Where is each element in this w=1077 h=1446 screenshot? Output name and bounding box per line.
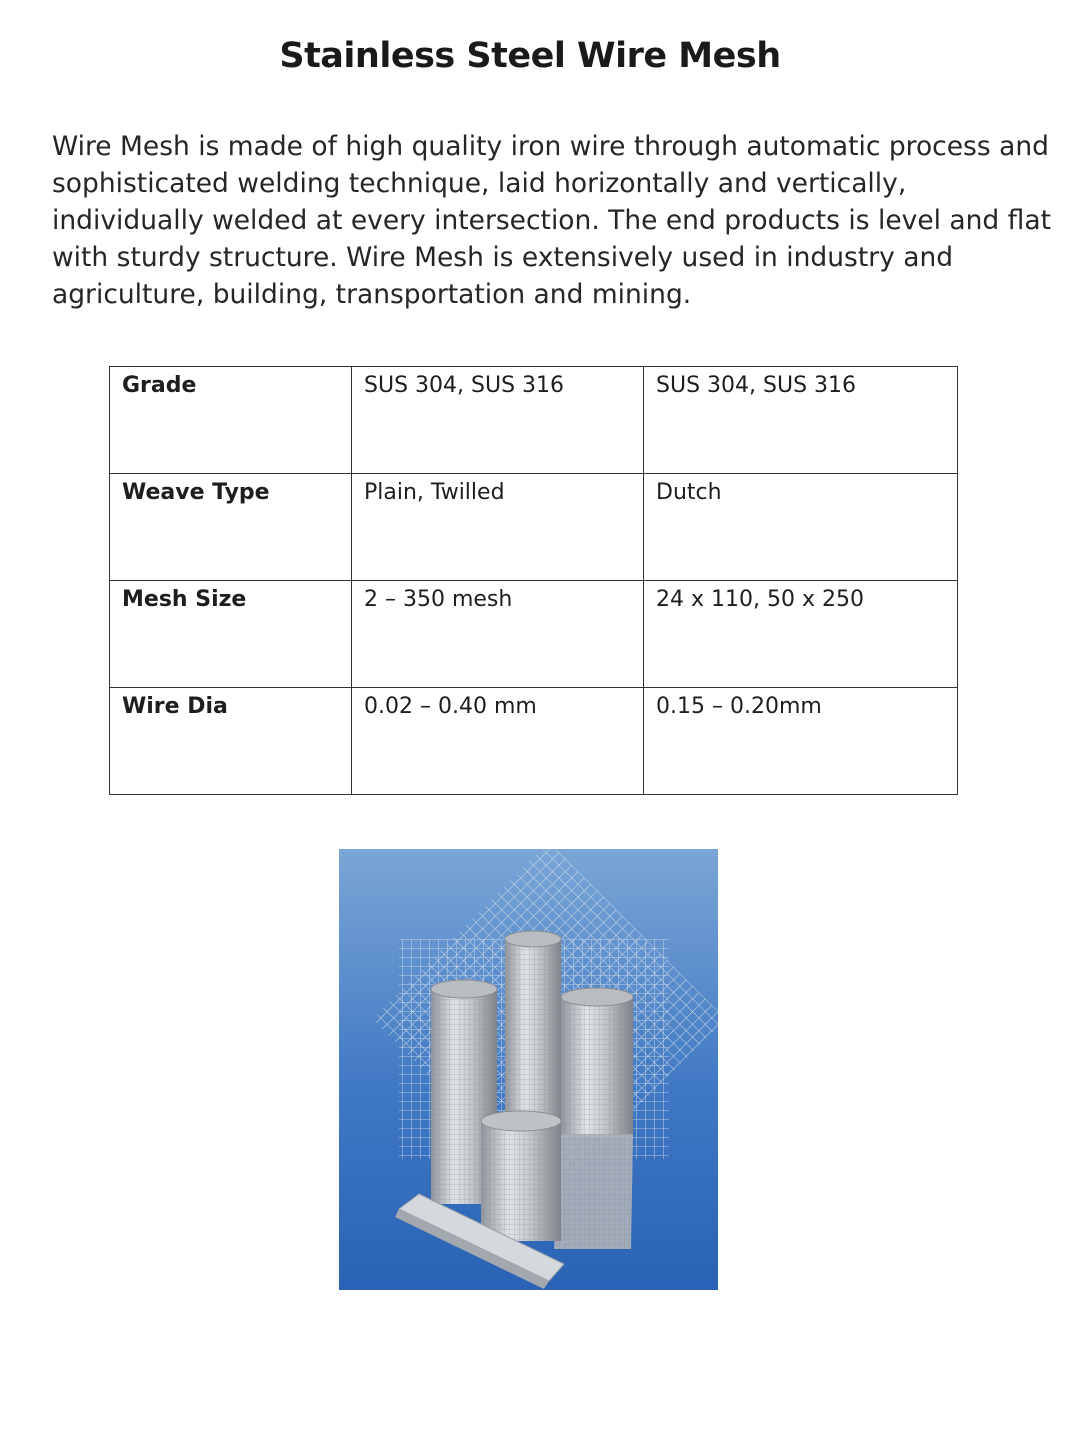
table-row — [110, 688, 958, 795]
table-cell: Plain, Twilled — [352, 474, 644, 581]
row-label: Mesh Size — [110, 581, 352, 688]
row-label: Weave Type — [110, 474, 352, 581]
table-cell: SUS 304, SUS 316 — [644, 367, 958, 474]
intro-line: individually welded at every intersection. The end products is level and flat — [52, 205, 1052, 236]
intro-line: agriculture, building, transportation and mining. — [52, 279, 692, 310]
intro-line: Wire Mesh is made of high quality iron wire through automatic process and — [52, 131, 1049, 162]
table-row — [110, 474, 958, 581]
table-cell: 0.02 – 0.40 mm — [352, 688, 644, 795]
table-cell: 2 – 350 mesh — [352, 581, 644, 688]
row-label: Grade — [110, 367, 352, 474]
table-cell: 24 x 110, 50 x 250 — [644, 581, 958, 688]
intro-paragraph — [52, 128, 1052, 313]
spec-table — [109, 366, 958, 795]
intro-line: sophisticated welding technique, laid horizontally and vertically, — [52, 168, 907, 199]
table-cell: SUS 304, SUS 316 — [352, 367, 644, 474]
row-label: Wire Dia — [110, 688, 352, 795]
table-row — [110, 367, 958, 474]
table-row — [110, 581, 958, 688]
page-title: Stainless Steel Wire Mesh — [279, 36, 781, 76]
table-cell: Dutch — [644, 474, 958, 581]
table-cell: 0.15 – 0.20mm — [644, 688, 958, 795]
wire-mesh-rolls-photo — [339, 849, 718, 1290]
intro-line: with sturdy structure. Wire Mesh is extensively used in industry and — [52, 242, 954, 273]
